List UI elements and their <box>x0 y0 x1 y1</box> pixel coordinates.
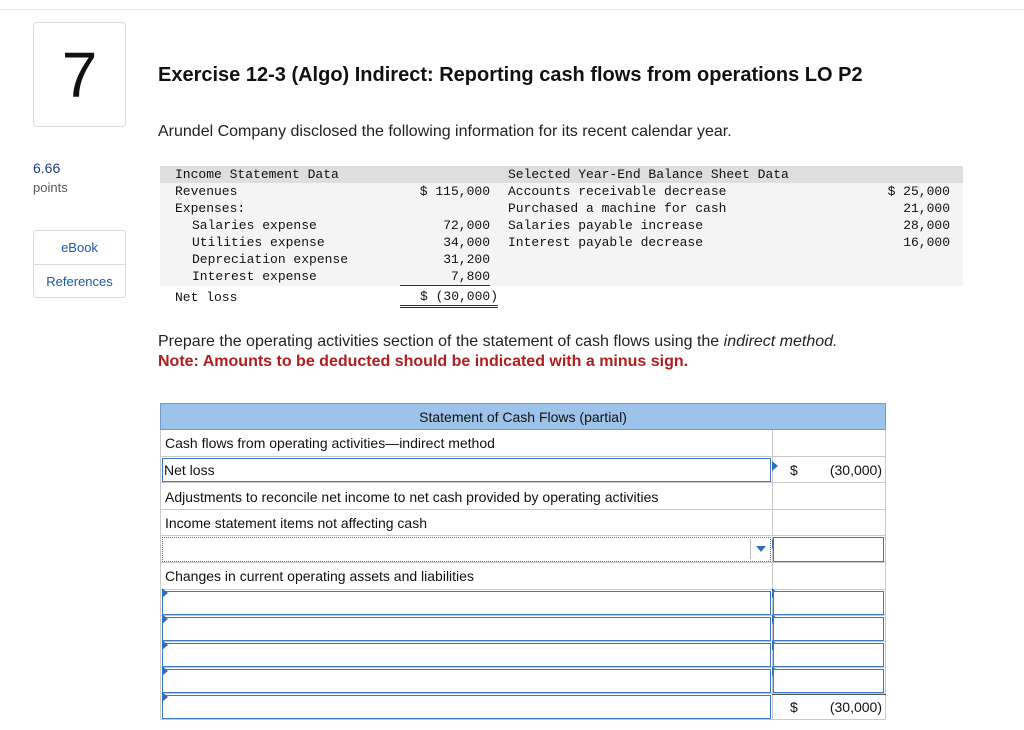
cell-marker-icon <box>162 692 168 702</box>
statement-header: Statement of Cash Flows (partial) <box>160 403 886 430</box>
cell-marker-icon <box>162 588 168 598</box>
exercise-title: Exercise 12-3 (Algo) Indirect: Reporting cash flows from operations LO P2 <box>158 64 863 86</box>
total-row <box>160 694 886 720</box>
cell-marker-icon <box>162 640 168 650</box>
non-cash-label: Income statement items not affecting cash <box>165 515 427 531</box>
chevron-down-icon[interactable] <box>750 539 770 559</box>
net-loss-row <box>160 286 660 308</box>
section-row <box>160 430 886 457</box>
total-label-input[interactable] <box>162 695 771 719</box>
revenues-label: Revenues <box>175 184 238 199</box>
changes-row <box>160 563 886 590</box>
subtotal-line <box>772 694 886 695</box>
section-label: Cash flows from operating activities—indirect method <box>165 435 495 451</box>
ebook-link[interactable]: eBook <box>61 240 98 255</box>
total-amount: (30,000) <box>829 699 882 715</box>
adjustment-select[interactable] <box>162 537 771 562</box>
change-label-input[interactable] <box>162 591 771 615</box>
adjustment-amount-input[interactable] <box>773 537 884 562</box>
resource-links <box>33 230 126 298</box>
change-amount-input[interactable] <box>773 669 884 693</box>
cell-marker-icon <box>162 666 168 676</box>
prepare-method: indirect method. <box>723 333 838 350</box>
change-amount-input[interactable] <box>773 643 884 667</box>
references-link[interactable]: References <box>34 264 125 297</box>
revenues-value: $ 115,000 <box>419 184 490 199</box>
bs-item-label: Accounts receivable decrease <box>508 184 727 199</box>
change-input-row <box>160 642 886 668</box>
net-loss-row <box>160 457 886 483</box>
change-label-input[interactable] <box>162 617 771 641</box>
bs-item-label: Interest payable decrease <box>508 235 704 250</box>
change-input-row <box>160 668 886 694</box>
expenses-label: Expenses: <box>175 201 246 216</box>
adjustments-label: Adjustments to reconcile net income to net cash provided by operating activities <box>165 489 659 505</box>
question-number: 7 <box>33 22 126 127</box>
net-loss-label: Net loss <box>175 290 238 305</box>
expense-value: 72,000 <box>443 218 490 233</box>
expense-label: Utilities expense <box>192 235 325 250</box>
change-label-input[interactable] <box>162 643 771 667</box>
expense-value: 31,200 <box>443 252 490 267</box>
bs-item-value: 21,000 <box>903 201 950 216</box>
prepare-instruction <box>158 333 838 351</box>
cell-marker-icon <box>162 614 168 624</box>
statement-of-cash-flows <box>160 403 886 720</box>
top-divider <box>0 9 1024 10</box>
bs-item-value: 16,000 <box>903 235 950 250</box>
net-loss-amount: (30,000) <box>829 462 882 478</box>
adjustment-input-row <box>160 536 886 563</box>
change-amount-input[interactable] <box>773 617 884 641</box>
minus-sign-note: Note: Amounts to be deducted should be indicated with a minus sign. <box>158 353 689 370</box>
expense-label: Depreciation expense <box>192 252 349 267</box>
change-label-input[interactable] <box>162 669 771 693</box>
bs-item-label: Salaries payable increase <box>508 218 704 233</box>
income-statement-heading: Income Statement Data <box>175 167 339 182</box>
total-currency-symbol: $ <box>790 699 798 715</box>
expense-value: 7,800 <box>400 268 490 286</box>
points-value: 6.66 <box>33 160 61 176</box>
points-label: points <box>33 180 68 195</box>
bs-item-value: $ 25,000 <box>887 184 950 199</box>
changes-label: Changes in current operating assets and liabilities <box>165 568 474 584</box>
given-data-table <box>160 166 963 305</box>
bs-item-value: 28,000 <box>903 218 950 233</box>
currency-symbol: $ <box>790 462 798 478</box>
prepare-text: Prepare the operating activities section of the statement of cash flows using the <box>158 333 724 350</box>
cell-marker-icon <box>772 461 778 471</box>
change-input-row <box>160 590 886 616</box>
expense-label: Salaries expense <box>192 218 317 233</box>
balance-sheet-heading: Selected Year-End Balance Sheet Data <box>508 167 789 182</box>
net-loss-text: Net loss <box>164 462 215 478</box>
net-loss-label-input[interactable] <box>162 458 771 482</box>
expense-value: 34,000 <box>443 235 490 250</box>
adjustments-row <box>160 483 886 510</box>
non-cash-row <box>160 510 886 536</box>
change-input-row <box>160 616 886 642</box>
change-amount-input[interactable] <box>773 591 884 615</box>
net-loss-value: $ (30,000) <box>400 289 498 308</box>
exercise-intro: Arundel Company disclosed the following information for its recent calendar year. <box>158 123 732 140</box>
expense-label: Interest expense <box>192 269 317 284</box>
bs-item-label: Purchased a machine for cash <box>508 201 727 216</box>
